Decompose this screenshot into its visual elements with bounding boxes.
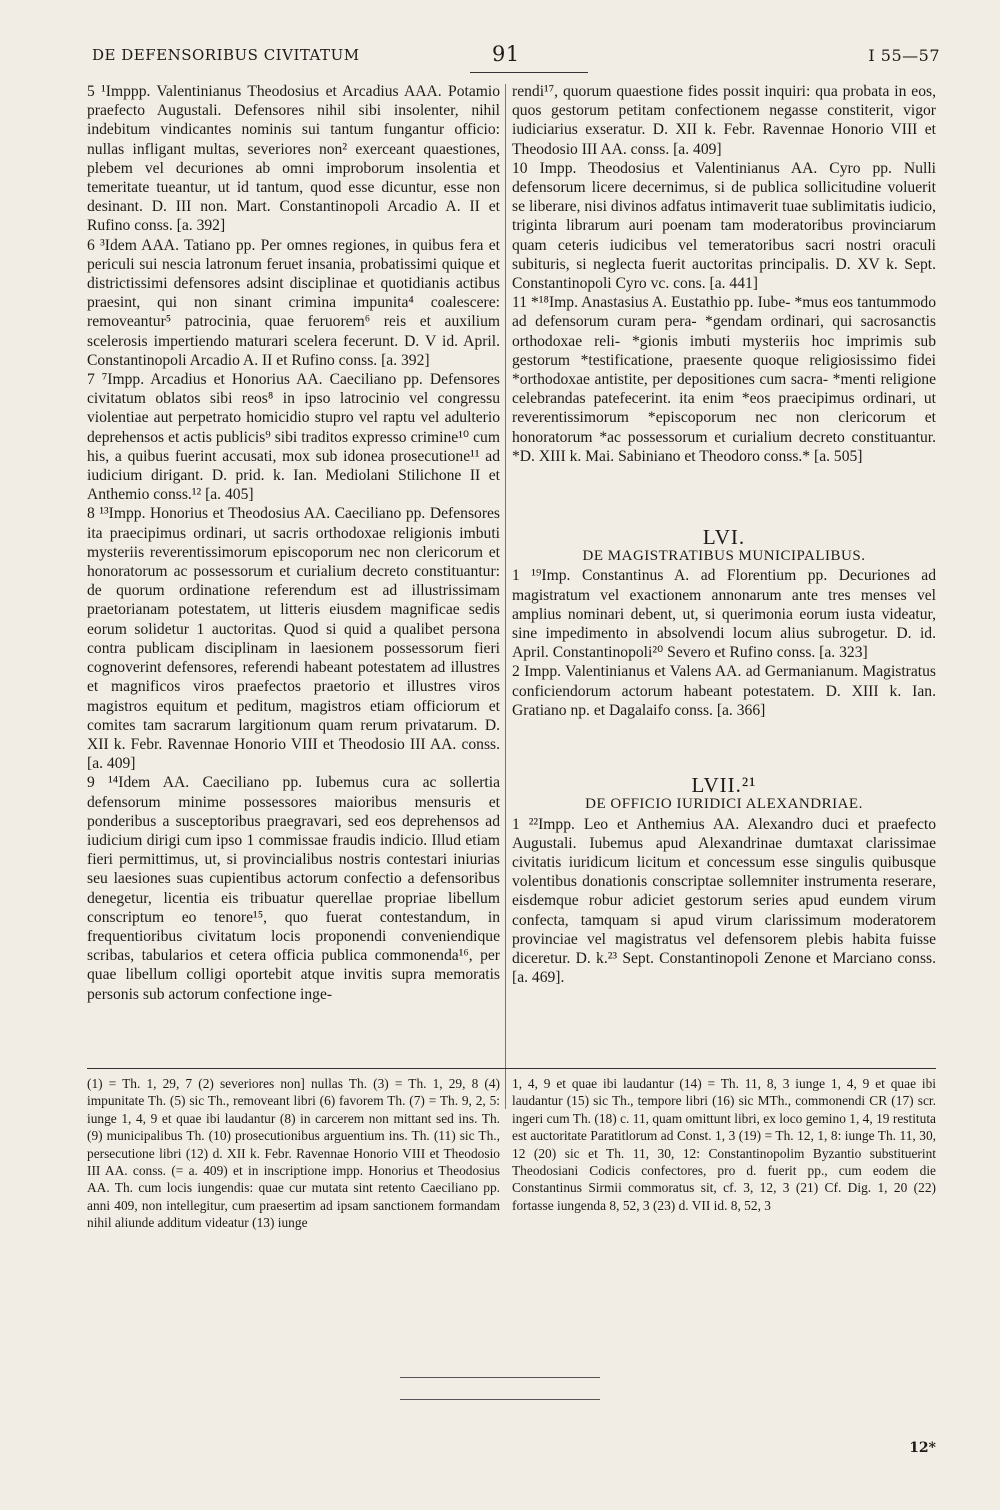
- law-paragraph: 5 ¹Imppp. Valentinianus Theodosius et Arcadius AAA. Potamio praefecto Augustali. Defensores nihil sibi insolenter, nihil indebitum vindicantes nominis sui tantum fungantur officio: nullas infligant multas, severiores non² exerceant quaestiones, plebem vel decuriones ab omni improborum insolentia et temeritate tueantur, ut id tantum, quod esse dicuntur, esse non desinant. D. III non. Mart. Constantinopoli Arcadio A. II et Rufino conss. [a. 392]: [87, 83, 500, 235]
- law-paragraph: 11 *¹⁸Imp. Anastasius A. Eustathio pp. Iube- *mus eos tantummodo ad defensorum curam pera- *gendam ordinari, qui sacrosanctis orthodoxae reli- *gionis imbuti mysteriis hoc imprimis sub gestorum *testificatione, praesente quoque religiosissimo fidei *orthodoxae antistite, per depositiones cum sacra- *menti religione celebrandas patefecerint. ita enim *eos praecipimus ordinari, ut reverentissimorum *episcoporum nec non clericorum et honoratorum *ac possessorum et curialium decreto constituantur. *D. XIII k. Mai. Sabiniano et Theodoro conss.* [a. 505]: [512, 294, 936, 465]
- column-divider: [505, 84, 506, 1109]
- law-paragraph: 8 ¹³Impp. Honorius et Theodosius AA. Caeciliano pp. Defensores ita praecipimus ordinari, ut sacris orthodoxae religionis imbuti mysteriis reverentissimorum episcoporum nec non clericorum et honoratorum ac possessorum et curialium decreto constituantur: de quorum ordinatione referendum est ad illustrissimam praetorianam potestatem, ut litteris eiusdem magnificae sedis eorum solidetur 1 auctoritas. Quod si quid a qualibet persona contra publicam disciplinam in laesionem possessorum fieri cognoverint defensores, referendi habeant potestatem ad illustres et magnificos viros praefectos praetorio et illustres viros magistros equitum et peditum, magistros etiam officiorum et comites tam sacrarum largitionum quam rerum privatarum. D. XII k. Febr. Ravennae Honorio VIII et Theodosio III AA. conss. [a. 409]: [87, 505, 500, 773]
- law-paragraph: 1 ¹⁹Imp. Constantinus A. ad Florentium pp. Decuriones ad magistratum vel exactionem annonarum ante tres menses vel amplius nominari debent, ut, si querimonia eorum iusta videatur, sine impedimento in absolvendi locum alius subrogetur. D. id. April. Constantinopoli²⁰ Severo et Rufino conss. [a. 323]: [512, 567, 936, 662]
- footnote-text: (1) = Th. 1, 29, 7 (2) severiores non] nullas Th. (3) = Th. 1, 29, 8 (4) impunitate Th. (5) sic Th., removeant libri (6) favorem Th. (7) = Th. 9, 2, 5: iunge 1, 4, 9 et quae ibi laudantur (8) in carcerem non mittant sed ins. Th. (9) municipalibus Th. (10) prosecutionibus arguentium ins. Th. (11) sic Th., persecutione libri (12) d. XII k. Febr. Ravennae Honorio VIII et Theodosio III AA. conss. (= a. 409) et in inscriptione impp. Honorius et Theodosius AA. Th. cum locis iungendis: quae cur mutata sint retento Caeciliano pp. anni 409, non intellegitur, cum praesertim ad ipsam sanctionem formandam nihil aliunde additum videatur (13) iunge: [87, 1076, 500, 1231]
- law-paragraph: 2 Impp. Valentinianus et Valens AA. ad Germanianum. Magistratus conficiendorum actorum habeant potestatem. D. XIII k. Ian. Gratiano np. et Dagalaifo conss. [a. 366]: [512, 663, 936, 719]
- footnote-rule: [87, 1068, 936, 1069]
- header-rule: [470, 72, 588, 73]
- left-column: [87, 82, 500, 1004]
- bottom-rule: [400, 1399, 600, 1400]
- footnotes-left: [87, 1075, 500, 1232]
- law-paragraph: 7 ⁷Impp. Arcadius et Honorius AA. Caeciliano pp. Defensores civitatum oblatos sibi reos⁸ in ipso latrocinio vel congressu violentiae aut perpetrato homicidio stupro vel raptu vel adulterio deprehensos et actis publicis⁹ sibi traditos expresso crimine¹⁰ cum his, a quibus fuerint accusati, mox sub idonea prosecutione¹¹ ad iudicium dirigant. D. prid. k. Ian. Mediolani Stilichone II et Anthemio conss.¹² [a. 405]: [87, 371, 500, 504]
- signature-mark: 12*: [909, 1440, 936, 1456]
- right-column: [512, 82, 936, 987]
- section-title-lvi: DE MAGISTRATIBUS MUNICIPALIBUS.: [582, 548, 866, 565]
- section-number-lvi: LVI.: [702, 525, 746, 550]
- law-paragraph: 10 Impp. Theodosius et Valentinianus AA. Cyro pp. Nulli defensorum licere decernimus, si de publica sollicitudine voluerit se liberare, nisi divinos adfatus intimaverit tuae sublimitatis iudicio, triginta librarum auri poenam tam moderatoribus provinciarum quam ceteris iudicibus vel temeratoribus sacri nostri oraculi subituris, si neglecta fuerit auctoritas principalis. D. XV k. Sept. Constantinopoli Cyro vc. cons. [a. 441]: [512, 159, 936, 293]
- bottom-rule: [400, 1377, 600, 1378]
- law-paragraph: 1 ²²Impp. Leo et Anthemius AA. Alexandro duci et praefecto Augustali. Iubemus apud Alexandrinae dumtaxat clarissimae civitatis iuridicum licitum et concessum esse singulis quibusque volentibus donationis conscriptae sollemniter instrumenta reserare, eisdemque robur adiciet gestorum series apud eundem virum confecta, tamquam si apud virum clarissimum moderatorem provinciae vel magistratus vel defensorem plebis habita fuisse diceretur. D. k.²³ Sept. Constantinopoli Zenone et Marciano conss. [a. 469].: [512, 815, 936, 987]
- header-section-range: I 55—57: [868, 46, 940, 65]
- footnotes-right: [512, 1075, 936, 1214]
- law-paragraph: 6 ³Idem AAA. Tatiano pp. Per omnes regiones, in quibus fera et periculi sui nescia latronum feruet insania, probatissimi quique et districtissimi defensores adsint disciplinae et quotidianis actibus praesint, qui non sinant crimina impunita⁴ coalescere: removeantur⁵ patrocinia, quae feruorem⁶ reis et auxilium scelerosis impertiendo maturari scelera fecerunt. D. V id. April. Constantinopoli Arcadio A. II et Rufino conss. [a. 392]: [87, 236, 500, 369]
- law-paragraph: 9 ¹⁴Idem AA. Caeciliano pp. Iubemus cura ac sollertia defensorum minime possessores maioribus mensuris et ponderibus a susceptoribus praegravari, sed eos deprehensos ad iudicium dirigi cum ipso 1 commissae fraudis indicio. Illud etiam fieri permittimus, ut, si provincialibus nostris contestari iniurias seu laesiones suas cupientibus actorum confectio a defensoribus denegetur, licentia eis tribuatur querellae propriae libellum conscriptum eo tenore¹⁵, quo fuerat contestandum, in frequentioribus civitatum locis proponendi conveniendique scribas, tabularios et cetera officia publica commonenda¹⁶, per quae libellum colligi oportebit atque invitis supra memoratis personis sub actorum confectione inge-: [87, 774, 500, 1003]
- section-number-lvii: LVII.²¹: [691, 773, 757, 798]
- page-number: 91: [492, 42, 520, 66]
- law-paragraph: rendi¹⁷, quorum quaestione fides possit inquiri: qua probata in eos, quos gestorum petitam confectionem negasse constiterit, vigor iudiciarius exseratur. D. XII k. Febr. Ravennae Honorio VIII et Theodosio III AA. conss. [a. 409]: [512, 83, 936, 158]
- footnote-text: 1, 4, 9 et quae ibi laudantur (14) = Th. 11, 8, 3 iunge 1, 4, 9 et quae ibi laudantur (15) sic Th., tempore libri (16) sic MTh., commonendi CR (17) scr. ingeri cum Th. (18) c. 11, quam omittunt libri, ex loco gemino 1, 4, 19 restituta est auctoritate Paratitlorum ad Const. 1, 3 (19) = Th. 12, 1, 8: iunge Th. 11, 30, 12 (20) sic et Th. 11, 30, 12: Constantinopolim Byzantio substituerint Theodosiani Codicis confectores, pro d. fuerit pp., cum eodem die Constantinus Sirmii commoratus sit, cf. 3, 12, 3 (21) Cf. Dig. 1, 20 (22) fortasse iungenda 8, 52, 3 (23) d. VII id. 8, 52, 3: [512, 1076, 936, 1213]
- section-title-lvii: DE OFFICIO IURIDICI ALEXANDRIAE.: [585, 796, 863, 813]
- header-title: DE DEFENSORIBUS CIVITATUM: [92, 46, 360, 64]
